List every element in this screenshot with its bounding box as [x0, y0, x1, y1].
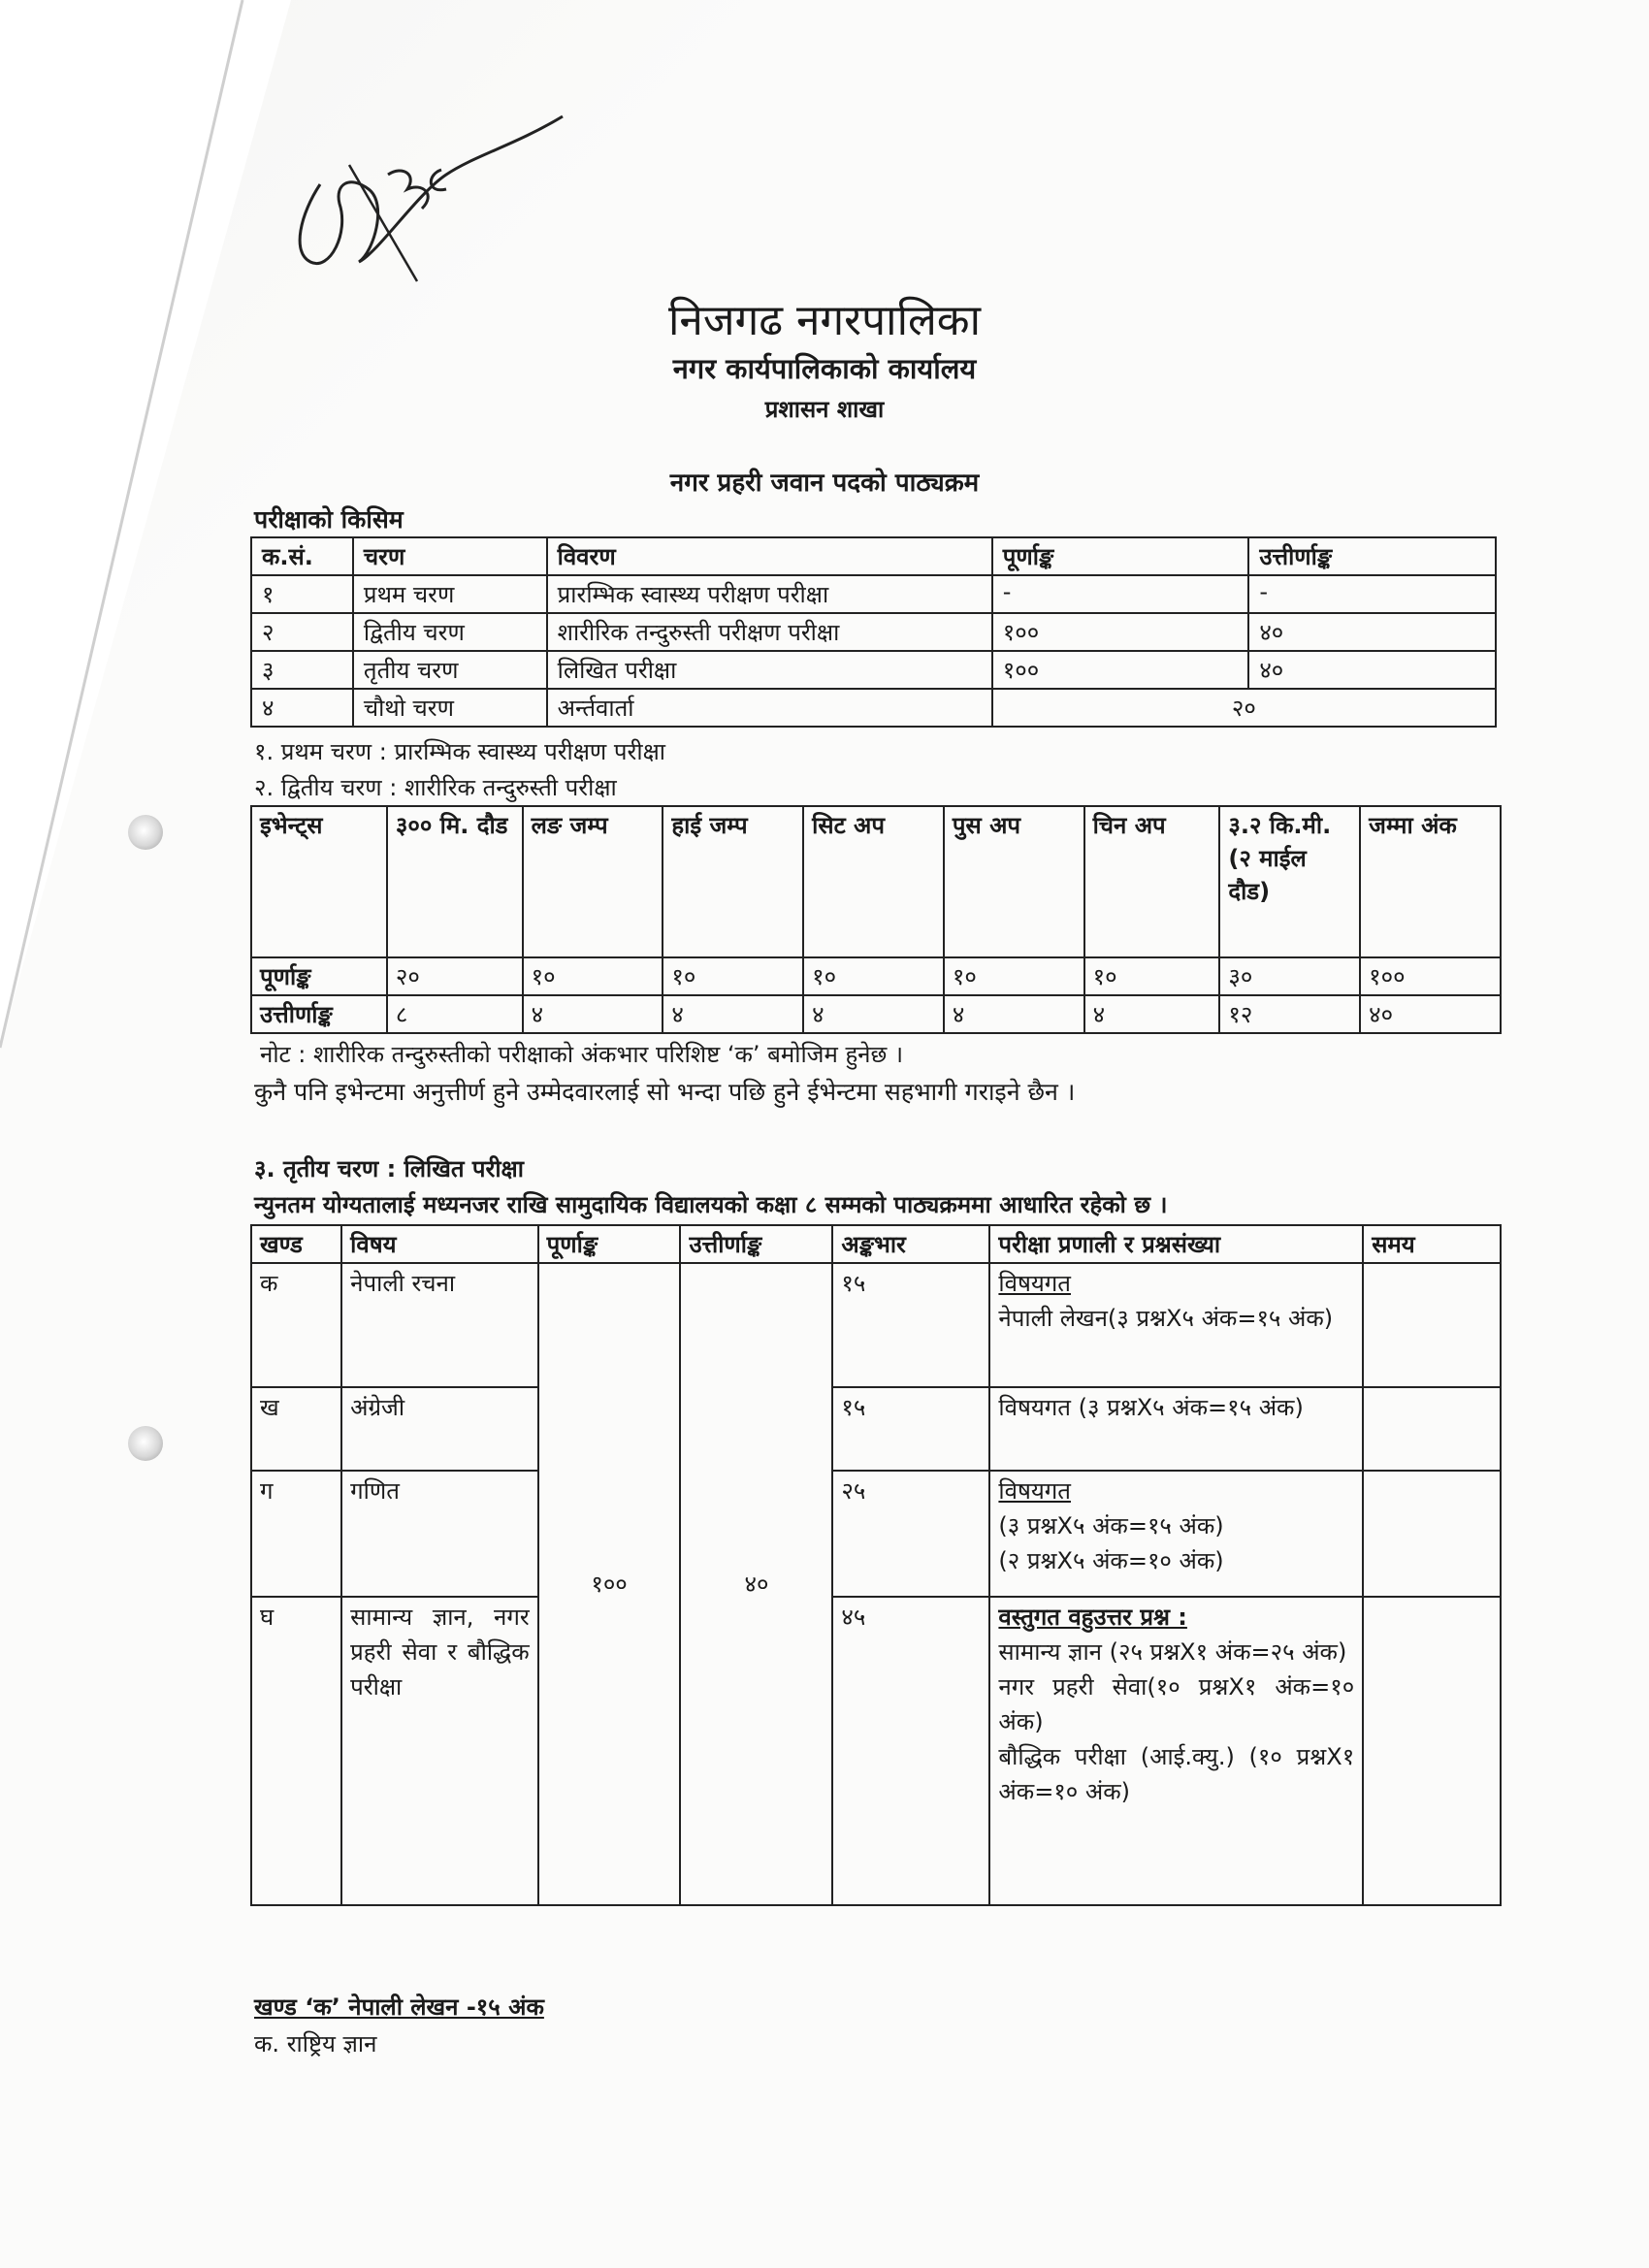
cell	[989, 1387, 1363, 1471]
table3-header: विषय	[341, 1225, 538, 1263]
table-row	[251, 995, 1501, 1033]
method-line: विषयगत	[998, 1477, 1071, 1505]
exam-stages-table	[250, 536, 1497, 728]
method-line: (२ प्रश्नX५ अंक=१० अंक)	[998, 1547, 1224, 1574]
cell: १००	[992, 613, 1249, 651]
table-row	[251, 1263, 1501, 1387]
table3-header: परीक्षा प्रणाली र प्रश्नसंख्या	[989, 1225, 1363, 1263]
cell: १०	[523, 957, 663, 995]
cell: ३	[251, 651, 353, 689]
table3-header: अङ्कभार	[832, 1225, 989, 1263]
full-marks-cell: १००	[538, 1263, 681, 1905]
stage3-description: न्युनतम योग्यतालाई मध्यनजर राखि सामुदायिक विद्यालयको कक्षा ८ सम्मको पाठ्यक्रममा आधारित रहेको छ ।	[254, 1191, 1168, 1218]
cell: शारीरिक तन्दुरुस्ती परीक्षण परीक्षा	[547, 613, 992, 651]
cell	[1363, 1263, 1501, 1387]
cell: १०	[1084, 957, 1220, 995]
table-row	[251, 689, 1496, 727]
cell: ४	[663, 995, 803, 1033]
cell: १००	[992, 651, 1249, 689]
note-fitness-marks: नोट : शारीरिक तन्दुरुस्तीको परीक्षाको अंकभार परिशिष्ट ‘क’ बमोजिम हुनेछ ।	[260, 1041, 904, 1068]
method-line: सामान्य ज्ञान (२५ प्रश्नX१ अंक=२५ अंक)	[998, 1638, 1347, 1666]
cell: ४५	[832, 1597, 989, 1905]
cell: ग	[251, 1471, 341, 1597]
cell	[989, 1263, 1363, 1387]
cell: घ	[251, 1597, 341, 1905]
cell: १००	[1360, 957, 1501, 995]
handwritten-signature	[281, 107, 572, 301]
cell: ख	[251, 1387, 341, 1471]
table1-header: उत्तीर्णाङ्क	[1248, 537, 1496, 575]
table2-header: लङ जम्प	[523, 806, 663, 957]
cell: ८	[387, 995, 523, 1033]
table2-header: इभेन्ट्स	[251, 806, 387, 957]
cell: १	[251, 575, 353, 613]
table1-header: चरण	[353, 537, 547, 575]
cell: प्रथम चरण	[353, 575, 547, 613]
cell: नेपाली रचना	[341, 1263, 538, 1387]
cell: २५	[832, 1471, 989, 1597]
method-line: विषयगत (३ प्रश्नX५ अंक=१५ अंक)	[998, 1394, 1304, 1421]
cell: ४	[251, 689, 353, 727]
table2-header: ३.२ कि.मी.(२ माईल दौड)	[1219, 806, 1360, 957]
table3-header: पूर्णाङ्क	[538, 1225, 681, 1263]
cell: प्रारम्भिक स्वास्थ्य परीक्षण परीक्षा	[547, 575, 992, 613]
office-name: नगर कार्यपालिकाको कार्यालय	[672, 352, 977, 385]
cell: लिखित परीक्षा	[547, 651, 992, 689]
cell	[989, 1471, 1363, 1597]
method-line: नेपाली लेखन(३ प्रश्नX५ अंक=१५ अंक)	[998, 1305, 1334, 1332]
cell: तृतीय चरण	[353, 651, 547, 689]
cell: ४	[523, 995, 663, 1033]
cell: अंग्रेजी	[341, 1387, 538, 1471]
cell: -	[1248, 575, 1496, 613]
table-row	[251, 575, 1496, 613]
method-line: नगर प्रहरी सेवा(१० प्रश्नX१ अंक=१० अंक)	[998, 1673, 1355, 1735]
table2-header: जम्मा अंक	[1360, 806, 1501, 957]
table1-header: पूर्णाङ्क	[992, 537, 1249, 575]
table-row	[251, 1387, 1501, 1471]
cell	[1363, 1471, 1501, 1597]
cell: १०	[803, 957, 944, 995]
punch-hole-bottom	[128, 1426, 163, 1461]
cell: गणित	[341, 1471, 538, 1597]
cell: -	[992, 575, 1249, 613]
cell: १०	[944, 957, 1084, 995]
stage3-heading: ३. तृतीय चरण : लिखित परीक्षा	[254, 1155, 524, 1183]
table3-header: खण्ड	[251, 1225, 341, 1263]
cell	[989, 1597, 1363, 1905]
method-line: वस्तुगत वहुउत्तर प्रश्न :	[998, 1604, 1187, 1631]
method-line: (३ प्रश्नX५ अंक=१५ अंक)	[998, 1512, 1224, 1539]
interview-marks-cell: २०	[992, 689, 1496, 727]
cell: २	[251, 613, 353, 651]
cell: १२	[1219, 995, 1360, 1033]
cell: सामान्य ज्ञान, नगर प्रहरी सेवा र बौद्धिक परीक्षा	[341, 1597, 538, 1905]
document-title: नगर प्रहरी जवान पदको पाठ्यक्रम	[669, 469, 980, 498]
cell: उत्तीर्णाङ्क	[251, 995, 387, 1033]
municipality-name: निजगढ नगरपालिका	[668, 296, 981, 345]
cell	[1363, 1387, 1501, 1471]
table-row	[251, 613, 1496, 651]
cell: ४	[803, 995, 944, 1033]
method-line: विषयगत	[998, 1270, 1071, 1297]
cell: ३०	[1219, 957, 1360, 995]
cell: ४	[1084, 995, 1220, 1033]
table1-header: क.सं.	[251, 537, 353, 575]
cell: ४	[944, 995, 1084, 1033]
section-ka-item: क. राष्ट्रिय ज्ञान	[254, 2030, 377, 2057]
table-row	[251, 1597, 1501, 1905]
table1-header: विवरण	[547, 537, 992, 575]
table2-header: चिन अप	[1084, 806, 1220, 957]
table-row	[251, 1471, 1501, 1597]
cell: द्वितीय चरण	[353, 613, 547, 651]
method-line: बौद्धिक परीक्षा (आई.क्यु.) (१० प्रश्नX१ अंक=१० अंक)	[998, 1743, 1355, 1805]
pass-marks-cell: ४०	[680, 1263, 832, 1905]
table3-header: उत्तीर्णाङ्क	[680, 1225, 832, 1263]
cell: १०	[663, 957, 803, 995]
table2-header: पुस अप	[944, 806, 1084, 957]
punch-hole-top	[128, 815, 163, 850]
written-exam-table	[250, 1224, 1502, 1906]
table2-header: हाई जम्प	[663, 806, 803, 957]
cell: पूर्णाङ्क	[251, 957, 387, 995]
cell: ४०	[1360, 995, 1501, 1033]
table2-header: सिट अप	[803, 806, 944, 957]
table-row	[251, 651, 1496, 689]
note-failing-events: कुनै पनि इभेन्टमा अनुत्तीर्ण हुने उम्मेदवारलाई सो भन्दा पछि हुने ईभेन्टमा सहभागी गराइने छैन ।	[254, 1078, 1076, 1106]
cell: २०	[387, 957, 523, 995]
cell: ४०	[1248, 613, 1496, 651]
table2-header: ३०० मि. दौड	[387, 806, 523, 957]
branch-name: प्रशासन शाखा	[764, 396, 885, 423]
cell: क	[251, 1263, 341, 1387]
physical-fitness-table	[250, 805, 1502, 1034]
table-row	[251, 957, 1501, 995]
stage2-line: २. द्वितीय चरण : शारीरिक तन्दुरुस्ती परीक्षा	[254, 774, 617, 801]
cell: १५	[832, 1387, 989, 1471]
cell: ४०	[1248, 651, 1496, 689]
cell: १५	[832, 1263, 989, 1387]
cell: अर्न्तवार्ता	[547, 689, 992, 727]
table3-header: समय	[1363, 1225, 1501, 1263]
cell	[1363, 1597, 1501, 1905]
exam-type-heading: परीक्षाको किसिम	[254, 505, 404, 534]
stage1-line: १. प्रथम चरण : प्रारम्भिक स्वास्थ्य परीक्षण परीक्षा	[254, 738, 666, 765]
section-ka-heading: खण्ड ‘क’ नेपाली लेखन -१५ अंक	[254, 1993, 544, 2021]
cell: चौथो चरण	[353, 689, 547, 727]
